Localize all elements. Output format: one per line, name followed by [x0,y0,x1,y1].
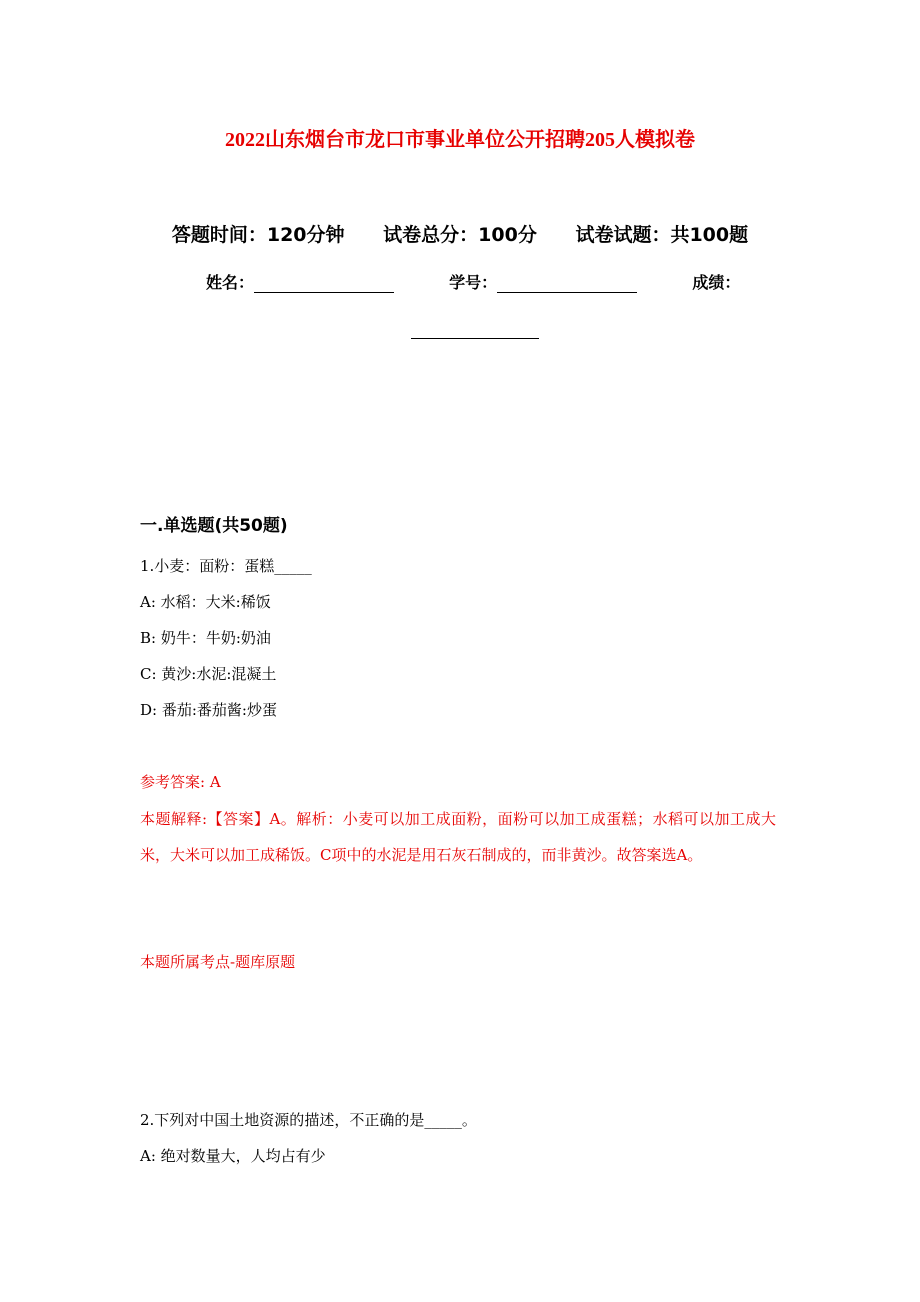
student-info [206,270,740,293]
question-option: A: 水稻：大米:稀饭 [140,593,271,611]
question-option: A: 绝对数量大，人均占有少 [140,1147,326,1165]
question-option: D: 番茄:番茄酱:炒蛋 [140,701,277,719]
student-id-label: 学号： [449,273,498,292]
reference-answer: 参考答案: A [140,773,221,791]
student-id-blank [497,276,637,293]
exam-meta [0,220,920,247]
section-title: 一.单选题(共50题) [140,516,288,536]
question-stem: 1.小麦：面粉：蛋糕_____ [140,557,312,575]
score-blank [411,320,539,339]
score-label: 成绩： [692,273,741,292]
name-blank [254,276,394,293]
exam-question-count: 试卷试题：共100题 [575,224,749,246]
question-option: B: 奶牛：牛奶:奶油 [140,629,271,647]
question-option: C: 黄沙:水泥:混凝土 [140,665,277,683]
name-label: 姓名： [206,273,255,292]
question-stem: 2.下列对中国土地资源的描述，不正确的是_____。 [140,1111,477,1129]
answer-explanation: 本题解释:【答案】A。解析：小麦可以加工成面粉，面粉可以加工成蛋糕；水稻可以加工成大米，大米可以加工成稀饭。C项中的水泥是用石灰石制成的，而非黄沙。故答案选A。 [140,810,776,864]
page-title: 2022山东烟台市龙口市事业单位公开招聘205人模拟卷 [225,129,695,151]
question-topic: 本题所属考点-题库原题 [140,953,296,971]
exam-total-score: 试卷总分：100分 [383,224,537,246]
exam-time: 答题时间：120分钟 [171,224,345,246]
